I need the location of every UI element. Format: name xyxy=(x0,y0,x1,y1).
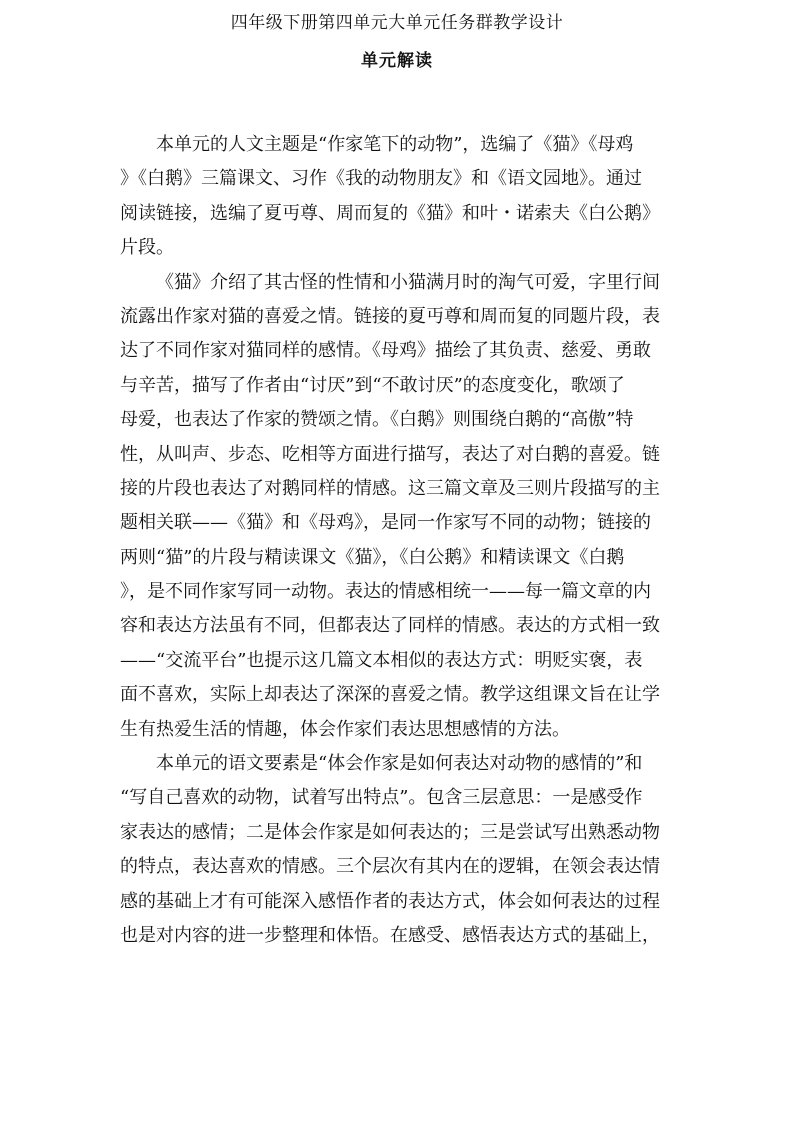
paragraph-line: 的特点，表达喜欢的情感。三个层次有其内在的逻辑，在领会表达情 xyxy=(120,856,660,878)
paragraph-line: 》，是不同作家写同一动物。表达的情感相统一——每一篇文章的内 xyxy=(120,581,651,603)
paragraph-line: 本单元的人文主题是“作家笔下的动物”，选编了《猫》《母鸡 xyxy=(156,134,634,155)
paragraph-line: 生有热爱生活的情趣，体会作家们表达思想感情的方法。 xyxy=(120,718,570,740)
paragraph-line: 片段。 xyxy=(120,237,174,259)
paragraph-line: 两则“猫”的片段与精读课文《猫》，《白公鹅》和精读课文《白鹅 xyxy=(120,546,625,568)
paragraph-line: 》《白鹅》三篇课文、习作《我的动物朋友》和《语文园地》。通过 xyxy=(120,168,642,190)
paragraph-3 xyxy=(120,747,673,953)
section-title: 单元解读 xyxy=(361,51,433,71)
paragraph-line: 面不喜欢，实际上却表达了深深的喜爱之情。教学这组课文旨在让学 xyxy=(120,684,660,706)
paragraph-line: 《猫》介绍了其古怪的性情和小猫满月时的淘气可爱，字里行间 xyxy=(156,271,660,293)
paragraph-line: 也是对内容的进一步整理和体悟。在感受、感悟表达方式的基础上， xyxy=(120,924,660,946)
paragraph-line: 感的基础上才有可能深入感悟作者的表达方式，体会如何表达的过程 xyxy=(120,890,660,912)
paragraph-line: 母爱，也表达了作家的赞颂之情。《白鹅》则围绕白鹅的“高傲”特 xyxy=(120,409,634,431)
paragraph-line: 家表达的感情；二是体会作家是如何表达的；三是尝试写出熟悉动物 xyxy=(120,821,660,843)
paragraph-line: 阅读链接，选编了夏丏尊、周而复的《猫》和叶・诺索夫《白公鹅》 xyxy=(120,202,660,224)
paragraph-line: 容和表达方法虽有不同，但都表达了同样的情感。表达的方式相一致 xyxy=(120,615,660,637)
paragraph-line: ——“交流平台”也提示这几篇文本相似的表达方式：明贬实褒，表 xyxy=(120,649,643,671)
paragraph-line: 题相关联——《猫》和《母鸡》，是同一作家写不同的动物；链接的 xyxy=(120,512,651,534)
paragraph-1 xyxy=(120,128,673,266)
document-body xyxy=(120,128,673,1123)
document-title: 四年级下册第四单元大单元任务群教学设计 xyxy=(230,13,564,33)
paragraph-line: 流露出作家对猫的喜爱之情。链接的夏丏尊和周而复的同题片段，表 xyxy=(120,305,660,327)
paragraph-line: 与辛苦，描写了作者由“讨厌”到“不敢讨厌”的态度变化，歌颂了 xyxy=(120,374,625,396)
paragraph-2 xyxy=(120,266,673,747)
paragraph-line: 本单元的语文要素是“体会作家是如何表达对动物的感情的”和 xyxy=(156,753,643,775)
paragraph-line: 性，从叫声、步态、吃相等方面进行描写，表达了对白鹅的喜爱。链 xyxy=(120,443,660,465)
paragraph-line: 接的片段也表达了对鹅同样的情感。这三篇文章及三则片段描写的主 xyxy=(120,477,660,499)
paragraph-line: “写自己喜欢的动物，试着写出特点”。包含三层意思：一是感受作 xyxy=(120,787,643,809)
paragraph-line: 达了不同作家对猫同样的感情。《母鸡》描绘了其负责、慈爱、勇敢 xyxy=(120,340,651,362)
